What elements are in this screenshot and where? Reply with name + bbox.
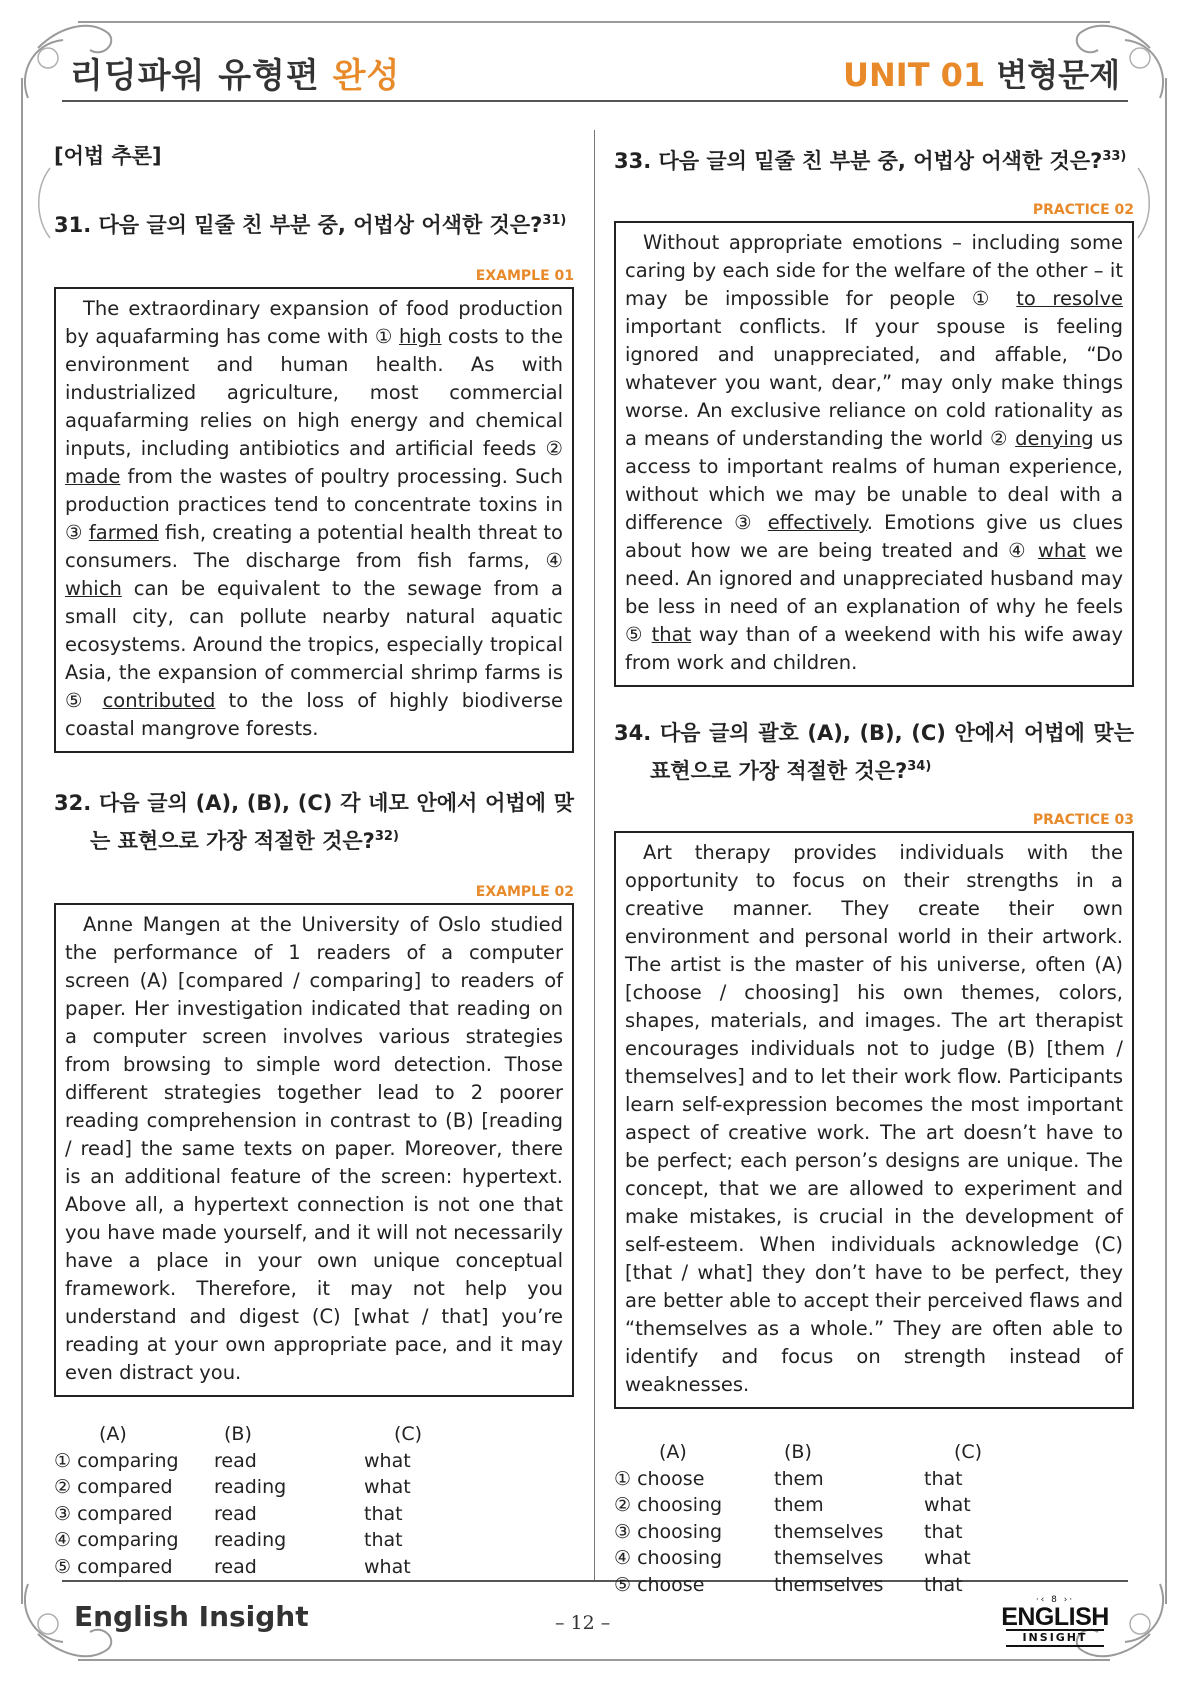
passage-text: Anne Mangen at the University of Oslo studied the performance of 1 readers of a computer screen (A) [compared / comparing] to readers of paper. Her investigation indicated that reading on a computer screen involves various strategies from browsing to simple word detection. Those different strategies together lead to 2 poorer reading comprehension in contrast to (B) [reading / read] the same texts on paper. Moreover, there is an additional feature of the screen: hypertext. Above all, a hypertext connection is not one that you have made yourself, and it will not necessarily have a place in your own unique conceptual framework. Therefore, it may not help you understand and digest (C) [what / that] you’re reading at your own appropriate pace, and it may even distract you. (65, 913, 563, 1384)
english-insight-logo (1000, 1595, 1110, 1647)
answer-option[interactable] (54, 1501, 574, 1528)
passage-text: Art therapy provides individuals with the opportunity to focus on their strengths in a creative manner. They create their own environment and personal world in their artwork. The artist is the master of his universe, often (A) [choose / choosing] his own themes, colors, shapes, materials, and images. The art therapist encourages individuals not to judge (B) [them / themselves] and to let their work flow. Participants learn self-expression becomes the most important aspect of creative work. The art doesn’t have to be perfect; each person’s designs are unique. The concept, that we are allowed to experiment and make mistakes, is crucial in the development of self-esteem. When individuals acknowledge (C) [that / what] they don’t have to be perfect, they are better able to accept their perceived flaws and “themselves as a whole.” They are often able to identify and focus on strength instead of weaknesses. (625, 841, 1123, 1396)
col-header-a: (A) (659, 1441, 687, 1463)
option-b: themselves (774, 1573, 884, 1596)
passage-text: from the wastes of poultry processing. Such production practices tend to concentrate toxins in ③ (65, 465, 563, 544)
option-a: ① comparing (54, 1449, 179, 1472)
practice-tag: PRACTICE 03 (1032, 812, 1134, 828)
option-a: ② choosing (614, 1494, 723, 1516)
passage-text: us access to important realms of human experience, without which we may be unable to deal with a difference ③ (625, 427, 1123, 534)
passage-text: . Emotions give us clues about how we are being treated and ④ (625, 511, 1123, 562)
question-text: 다음 글의 밑줄 친 부분 중, 어법상 어색한 것은? (98, 213, 543, 237)
underlined-choice-4: which (65, 577, 122, 600)
passage-box-34 (614, 831, 1134, 1409)
option-b: read (214, 1449, 257, 1472)
answer-option[interactable] (54, 1554, 574, 1581)
underlined-choice-2: denying (1015, 427, 1094, 450)
option-a: ③ compared (54, 1502, 173, 1525)
option-b: reading (214, 1529, 287, 1551)
unit-title (843, 50, 1120, 96)
option-b: them (774, 1494, 824, 1516)
option-c: that (924, 1467, 963, 1490)
answer-option[interactable] (54, 1527, 574, 1554)
question-number: 31. (54, 213, 92, 237)
unit-label: UNIT 01 (843, 56, 986, 94)
passage-box-32 (54, 903, 574, 1397)
page-number: – 12 – (555, 1612, 611, 1634)
header-title-main: 리딩파워 유형편 (70, 56, 333, 96)
passage-text: fish, creating a potential health threat to consumers. The discharge from fish farms, ④ (65, 521, 563, 572)
passage-text: Without appropriate emotions – including some caring by each side for the welfare of the other – it may be impossible for people ① (625, 231, 1123, 310)
option-a: ① choose (614, 1467, 705, 1490)
footer-brand: English Insight (74, 1600, 309, 1633)
answer-option[interactable] (54, 1448, 574, 1475)
question-text: 다음 글의 괄호 (A), (B), (C) 안에서 어법에 맞는 표현으로 가장 적절한 것은? (650, 721, 1135, 783)
passage-text: to the loss of highly biodiverse coastal mangrove forests. (65, 689, 563, 740)
underlined-choice-3: effectively (767, 511, 867, 534)
option-c: what (924, 1494, 971, 1516)
underlined-choice-2: made (65, 465, 121, 488)
question-33 (614, 140, 1134, 178)
passage-text: important conflicts. If your spouse is feeling ignored and unappreciated, and affable, “Do whatever you want, dear,” may only make things worse. An exclusive reliance on cold rationality as a means of understanding the world ② (625, 315, 1123, 450)
options-header (614, 1439, 1134, 1466)
practice-tag: PRACTICE 02 (1032, 202, 1134, 218)
section-title: [어법 추론] (54, 144, 162, 168)
option-b: them (774, 1467, 824, 1490)
answer-options-32 (54, 1421, 574, 1580)
logo-dots: ·‹ 8 ›· (1035, 1595, 1075, 1605)
option-c: that (364, 1502, 403, 1525)
answer-option[interactable] (614, 1545, 1134, 1572)
unit-suffix: 변형문제 (985, 56, 1120, 94)
option-b: read (214, 1555, 257, 1578)
passage-text: can be equivalent to the sewage from a small city, can pollute nearby natural aquatic ecosystems. Around the tropics, especially tropical Asia, the expansion of commercial shrimp farms is ⑤ (65, 577, 563, 712)
header-title-accent: 완성 (332, 56, 401, 96)
option-c: what (364, 1555, 411, 1578)
example-tag: EXAMPLE 02 (475, 884, 574, 900)
underlined-choice-5: contributed (102, 689, 216, 712)
option-a: ⑤ compared (54, 1555, 173, 1578)
logo-sub: INSIGHT (1006, 1629, 1104, 1647)
footnote-mark: 34) (907, 759, 932, 774)
passage-text: The extraordinary expansion of food production by aquafarming has come with ① (65, 297, 563, 348)
question-number: 34. (614, 721, 652, 745)
underlined-choice-3: farmed (88, 521, 159, 544)
option-b: themselves (774, 1520, 884, 1543)
header-title (70, 48, 400, 97)
answer-option[interactable] (54, 1474, 574, 1501)
col-header-b: (B) (224, 1423, 252, 1445)
passage-text: costs to the environment and human health. As with industrialized agriculture, most commercial aquafarming relies on high energy and chemical inputs, including antibiotics and artificial feeds ② (65, 325, 563, 460)
passage-text: we need. An ignored and unappreciated husband may be less in need of an explanation of why he feels ⑤ (625, 539, 1123, 646)
option-b: read (214, 1502, 257, 1525)
col-header-a: (A) (99, 1423, 127, 1445)
option-c: what (924, 1547, 971, 1569)
question-text: 다음 글의 (A), (B), (C) 각 네모 안에서 어법에 맞는 표현으로 가장 적절한 것은? (90, 791, 575, 853)
footnote-mark: 33) (1102, 149, 1127, 164)
option-a: ④ comparing (54, 1529, 179, 1551)
option-b: reading (214, 1476, 287, 1498)
col-header-c: (C) (954, 1441, 983, 1463)
col-header-b: (B) (784, 1441, 812, 1463)
option-c: that (364, 1529, 403, 1551)
question-number: 32. (54, 791, 92, 815)
col-header-c: (C) (394, 1423, 423, 1445)
option-c: that (924, 1573, 963, 1596)
option-c: that (924, 1520, 963, 1543)
answer-options-34 (614, 1439, 1134, 1598)
answer-option[interactable] (614, 1466, 1134, 1493)
underlined-choice-4: what (1037, 539, 1086, 562)
question-text: 다음 글의 밑줄 친 부분 중, 어법상 어색한 것은? (658, 149, 1103, 173)
option-a: ② compared (54, 1476, 173, 1498)
option-a: ④ choosing (614, 1547, 723, 1569)
right-column (614, 140, 1134, 1598)
example-tag: EXAMPLE 01 (475, 268, 574, 284)
passage-box-31 (54, 287, 574, 753)
logo-main: ENGLISH (1001, 1603, 1109, 1631)
option-a: ③ choosing (614, 1520, 723, 1543)
question-31 (54, 204, 574, 242)
question-number: 33. (614, 149, 652, 173)
footnote-mark: 31) (542, 213, 567, 228)
passage-text: way than of a weekend with his wife away from work and children. (625, 623, 1123, 674)
options-header (54, 1421, 574, 1448)
answer-option[interactable] (614, 1492, 1134, 1519)
question-34 (614, 717, 1134, 788)
column-divider (594, 130, 595, 1580)
underlined-choice-1: to resolve (1016, 287, 1124, 310)
option-b: themselves (774, 1547, 884, 1569)
left-column (54, 140, 574, 1580)
question-32 (54, 787, 574, 858)
answer-option[interactable] (614, 1519, 1134, 1546)
option-a: ⑤ choose (614, 1573, 705, 1596)
passage-box-33 (614, 221, 1134, 687)
option-c: what (364, 1476, 411, 1498)
header-rule (62, 100, 1128, 102)
option-c: what (364, 1449, 411, 1472)
footnote-mark: 32) (374, 829, 399, 844)
underlined-choice-5: that (651, 623, 692, 646)
underlined-choice-1: high (398, 325, 442, 348)
